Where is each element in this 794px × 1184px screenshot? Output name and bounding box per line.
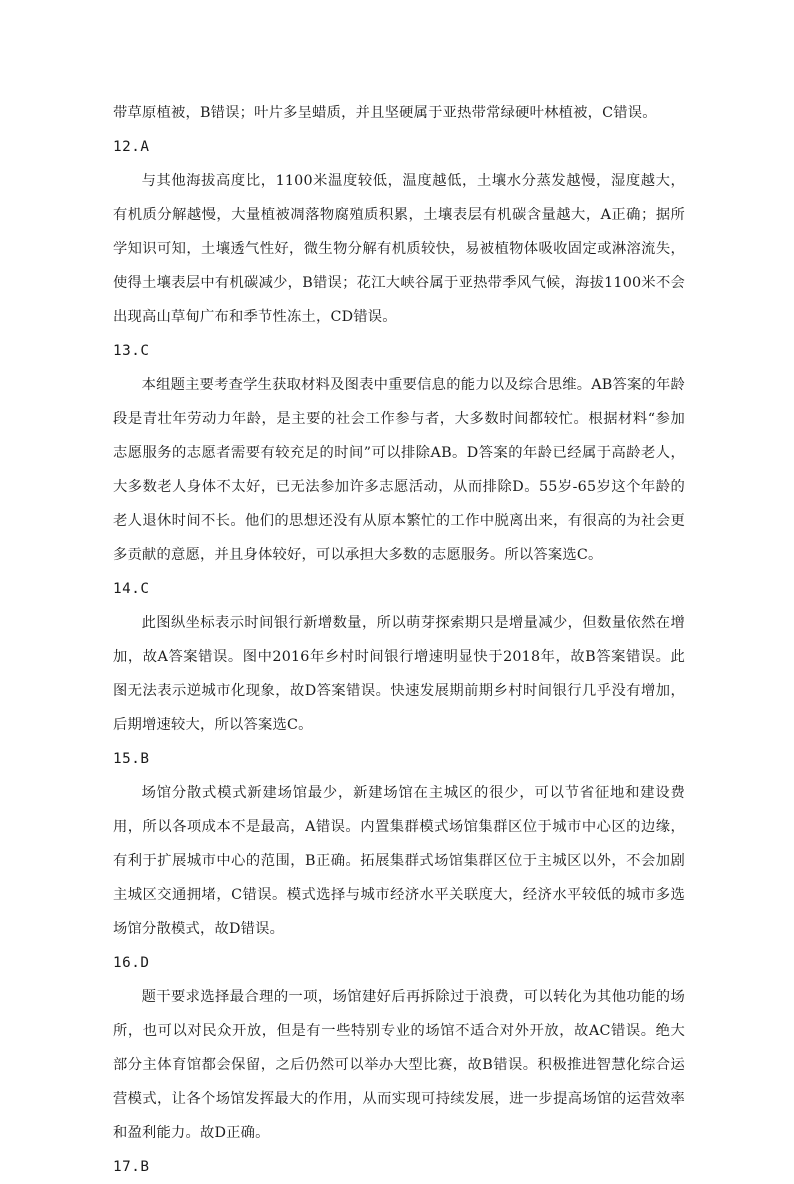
question-15-explanation: 场馆分散式模式新建场馆最少，新建场馆在主城区的很少，可以节省征地和建设费用，所以各项成本不是最高，A错误。内置集群模式场馆集群区位于城市中心区的边缘，有利于扩展城市中心的范围，B正确。拓展集群式场馆集群区位于主城区以外，不会加剧主城区交通拥堵，C错误。模式选择与城市经济水平关联度大，经济水平较低的城市多选场馆分散模式，故D错误。 [113, 785, 685, 937]
question-13-answer: 13.C [113, 343, 150, 359]
question-13-explanation: 本组题主要考查学生获取材料及图表中重要信息的能力以及综合思维。AB答案的年龄段是青壮年劳动力年龄，是主要的社会工作参与者，大多数时间都较忙。根据材料“参加志愿服务的志愿者需要有较充足的时间”可以排除AB。D答案的年龄已经属于高龄老人，大多数老人身体不太好，已无法参加许多志愿活动，从而排除D。55岁-65岁这个年龄的老人退休时间不长。他们的思想还没有从原本繁忙的工作中脱离出来，有很高的为社会更多贡献的意愿，并且身体较好，可以承担大多数的志愿服务。所以答案选C。 [113, 377, 685, 563]
question-14-explanation: 此图纵坐标表示时间银行新增数量，所以萌芽探索期只是增量减少，但数量依然在增加，故A答案错误。图中2016年乡村时间银行增速明显快于2018年，故B答案错误。此图无法表示逆城市化现象，故D答案错误。快速发展期前期乡村时间银行几乎没有增加，后期增速较大，所以答案选C。 [113, 615, 685, 733]
answer-document [113, 96, 685, 1184]
continuation-paragraph: 带草原植被，B错误；叶片多呈蜡质，并且坚硬属于亚热带常绿硬叶林植被，C错误。 [113, 105, 657, 121]
question-15-answer: 15.B [113, 751, 150, 767]
question-16-explanation: 题干要求选择最合理的一项，场馆建好后再拆除过于浪费，可以转化为其他功能的场所，也可以对民众开放，但是有一些特别专业的场馆不适合对外开放，故AC错误。绝大部分主体育馆都会保留，之后仍然可以举办大型比赛，故B错误。积极推进智慧化综合运营模式，让各个场馆发挥最大的作用，从而实现可持续发展，进一步提高场馆的运营效率和盈利能力。故D正确。 [113, 989, 685, 1141]
question-14-answer: 14.C [113, 581, 150, 597]
question-17-answer: 17.B [113, 1159, 150, 1175]
question-12-answer: 12.A [113, 139, 150, 155]
question-12-explanation: 与其他海拔高度比，1100米温度较低，温度越低，土壤水分蒸发越慢，湿度越大，有机质分解越慢，大量植被凋落物腐殖质积累，土壤表层有机碳含量越大，A正确；据所学知识可知，土壤透气性好，微生物分解有机质较快，易被植物体吸收固定或淋溶流失，使得土壤表层中有机碳减少，B错误；花江大峡谷属于亚热带季风气候，海拔1100米不会出现高山草甸广布和季节性冻土，CD错误。 [113, 173, 685, 325]
question-16-answer: 16.D [113, 955, 150, 971]
